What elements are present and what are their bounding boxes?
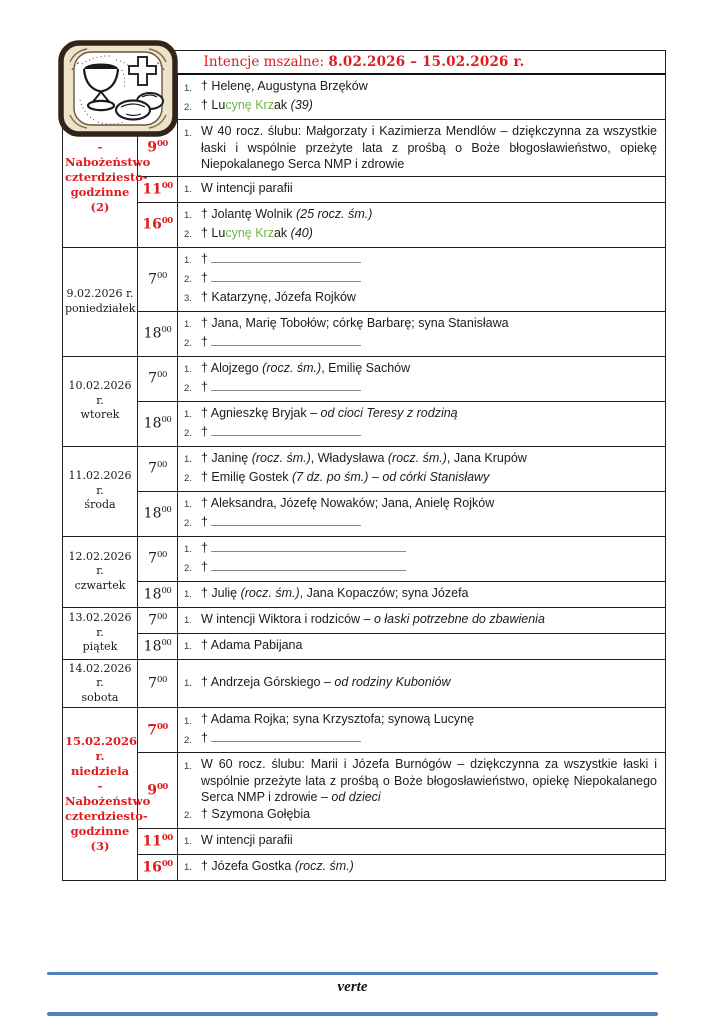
item-text [201,495,657,512]
intention-row [63,176,666,202]
blank-line [211,731,361,742]
time-cell [138,854,178,880]
text-segment: W intencji parafii [201,832,293,847]
text-segment: od dzieci [331,790,381,804]
time-hour: 9 [147,140,157,157]
time-hour: 7 [148,370,158,387]
item-text [201,559,657,576]
text-segment: † Agnieszkę Bryjak – [201,405,321,420]
intention-item [184,711,657,730]
date-cell [63,247,138,356]
intention-item [184,559,657,578]
time-minutes: 00 [161,325,172,336]
intentions-cell [178,446,666,491]
time-hour: 7 [148,550,158,567]
item-number: 1. [184,210,192,221]
time-minutes: 00 [161,858,173,869]
item-number: 1. [184,678,192,690]
item-text [201,585,657,602]
date-line: piątek [82,640,118,654]
item-text [201,514,657,531]
item-number: 1. [184,499,192,510]
time-cell [138,607,178,633]
time-cell [138,446,178,491]
intention-item [184,289,657,308]
text-segment: † [201,540,208,555]
intention-item [184,206,657,225]
time-minutes: 00 [157,270,167,281]
text-segment: (rocz. śm.) [294,858,354,873]
text-segment: (7 dz. po śm.) [292,469,369,484]
intention-row [63,854,666,880]
intention-item [184,611,657,630]
text-segment: (40) [290,225,313,240]
intentions-cell [178,120,666,177]
intention-row [63,446,666,491]
item-text [201,858,657,875]
text-segment: † [201,514,208,529]
time-cell [138,311,178,356]
intentions-cell [178,247,666,311]
item-number: 2. [184,473,192,484]
date-line: godzinne (2) [70,185,130,214]
text-segment: † Szymona Gołębia [201,806,311,821]
time-cell [138,491,178,536]
intention-row [63,708,666,753]
intentions-cell [178,659,666,708]
item-number: 1. [184,862,192,873]
item-text [201,711,657,728]
text-segment: † [201,379,208,394]
item-number: 1. [184,127,192,139]
intentions-cell [178,311,666,356]
text-segment: † Emilię Gostek [201,469,293,484]
time-minutes: 00 [157,460,167,471]
time-hour: 7 [148,271,158,288]
intention-item [184,334,657,353]
blank-line [211,252,361,263]
intention-row [63,247,666,311]
intention-item [184,469,657,488]
date-line: 9.02.2026 r. [66,287,134,300]
intention-row [63,828,666,854]
intentions-cell [178,828,666,854]
item-text [201,289,657,306]
date-line: 15.02.2026 r. [65,733,138,763]
item-number: 1. [184,82,192,94]
item-number: 1. [184,615,192,626]
intention-item [184,360,657,379]
intention-row [63,536,666,581]
date-line: godzinne (3) [70,823,130,853]
time-hour: 18 [143,638,162,655]
text-segment: cynę Krz [225,98,274,112]
item-text [201,206,657,223]
date-line: poniedziałek [65,301,136,315]
text-segment: W 40 rocz. ślubu: Małgorzaty i Kazimierza Mendlów – dziękczynna za wszystkie łaski i wspólnie przeżyte lata z prośbą o Boże błogosławieństwo, opiekę Niepokalanego Serca NMP i zdrowie [201,124,658,171]
time-minutes: 00 [161,832,173,843]
time-hour: 9 [147,782,157,799]
text-segment: ak [273,225,291,240]
text-segment: (39) [290,98,313,112]
blank-line [211,335,361,346]
intention-row [63,633,666,659]
time-hour: 7 [148,612,158,629]
time-cell [138,633,178,659]
text-segment: † [201,559,208,574]
text-segment: † Józefa Gostka [201,858,295,873]
item-text [201,450,657,467]
intention-item [184,450,657,469]
item-text [201,315,657,332]
intention-row [63,311,666,356]
item-number: 2. [184,734,192,746]
time-hour: 11 [142,181,162,198]
intention-row [63,581,666,607]
text-segment: od rodziny Kuboniów [334,674,451,689]
title-date-range: 8.02.2026 – 15.02.2026 r. [328,54,525,70]
item-number: 3. [184,293,192,304]
time-minutes: 00 [156,139,168,150]
time-minutes: 00 [161,180,173,191]
item-number: 2. [184,101,192,113]
item-text [201,611,657,628]
time-cell [138,202,178,247]
intention-row [63,202,666,247]
time-minutes: 00 [157,370,167,381]
text-segment: , Jana Krupów [446,450,527,465]
time-minutes: 00 [161,505,172,516]
text-segment: † Jana, Marię Tobołów; córkę Barbarę; syna Stanisława [201,315,509,330]
text-segment: (25 rocz. śm.) [295,206,373,221]
intention-item [184,315,657,334]
intention-item [184,495,657,514]
item-text [201,469,657,486]
time-minutes: 00 [157,611,167,622]
date-line: - [97,778,103,793]
item-number: 2. [184,810,192,821]
text-segment: † Adama Rojka; syna Krzysztofa; synową Lucynę [201,712,475,726]
intention-row [63,356,666,401]
item-text [201,379,657,396]
intention-item [184,806,657,825]
item-text [201,832,657,849]
item-text [201,225,657,242]
time-hour: 18 [143,586,162,603]
time-minutes: 00 [161,216,173,227]
footer-rule-bottom [47,1012,658,1016]
text-segment: † Janinę [201,450,252,465]
item-number: 2. [184,428,192,439]
intention-item [184,674,657,693]
item-text [201,78,657,95]
item-number: 1. [184,454,192,465]
title-prefix: Intencje mszalne: [203,54,329,70]
text-segment: † Adama Pabijana [201,637,303,652]
time-cell [138,581,178,607]
time-minutes: 00 [161,585,172,596]
time-hour: 11 [142,833,162,850]
date-cell [63,708,151,881]
text-segment: † Aleksandra, Józefę Nowaków; Jana, Anielę Rojków [201,495,495,510]
verte-label: verte [337,979,368,995]
page-footer [47,967,658,1022]
item-text [201,405,657,422]
date-line: czterdziesto- [65,808,148,823]
intention-item [184,78,657,97]
time-cell [138,356,178,401]
time-minutes: 00 [157,674,167,685]
text-segment: (rocz. śm.) [251,450,311,465]
intention-row [63,753,666,829]
text-segment: W intencji Wiktora i rodziców – [201,611,374,626]
intentions-cell [178,708,666,753]
item-number: 1. [184,544,192,555]
text-segment: cynę Krz [225,225,274,240]
time-minutes: 00 [156,781,168,792]
text-segment: † Andrzeja Górskiego – [201,674,335,689]
intention-item [184,123,657,173]
text-segment: † Helenę, Augustyna Brzęków [201,79,368,93]
item-number: 1. [184,836,192,847]
text-segment: † Julię [201,585,241,600]
item-number: 1. [184,364,192,375]
text-segment: od córki Stanisławy [382,469,490,484]
item-number: 2. [184,338,192,349]
intentions-cell [178,356,666,401]
intention-row [63,401,666,446]
intention-item [184,251,657,270]
date-cell [63,446,138,536]
mass-intentions-table [62,50,666,881]
item-number: 2. [184,229,192,240]
intention-item [184,405,657,424]
time-cell [138,536,178,581]
item-text [201,806,657,823]
date-line: Nabożeństwo [65,155,151,169]
time-minutes: 00 [156,721,168,732]
date-line: czterdziesto- [65,170,148,184]
intention-row [63,607,666,633]
date-line: 12.02.2026 r. [68,549,132,578]
intention-item [184,637,657,656]
text-segment: W 60 rocz. ślubu: Marii i Józefa Burnógów – dziękczynna za wszystkie łaski i wspólnie przeżyte lata z prośbą o Boże błogosławieństwo, opiekę Niepokalanego Serca NMP i zdrowie – [201,757,658,804]
time-minutes: 00 [161,415,172,426]
intention-item [184,270,657,289]
date-cell [63,536,138,607]
date-line: Nabożeństwo [65,793,151,808]
text-segment: † Lu [201,225,226,240]
item-number: 1. [184,760,192,772]
date-line: sobota [81,690,119,704]
date-line: czwartek [74,578,126,592]
blank-line [211,515,361,526]
intention-item [184,514,657,533]
date-line: niedziela [70,763,130,778]
intentions-cell [178,633,666,659]
text-segment: † Alojzego [201,360,263,375]
item-text [201,334,657,351]
eucharist-logo [58,40,178,137]
item-number: 2. [184,274,192,285]
text-segment: † [201,424,208,439]
text-segment: † Lu [201,98,226,112]
item-text [201,251,657,268]
intention-item [184,730,657,749]
blank-line [211,271,361,282]
item-text [201,756,657,806]
footer-rule-top [47,972,658,975]
item-number: 1. [184,715,192,727]
time-cell [138,659,178,708]
intention-item [184,97,657,116]
intention-item [184,756,657,806]
text-segment: , Jana Kopaczów; syna Józefa [299,585,469,600]
date-line: wtorek [80,408,120,422]
text-segment: (rocz. śm.) [262,360,322,375]
text-segment: , Władysława [310,450,388,465]
time-hour: 18 [143,505,162,522]
time-minutes: 00 [161,637,172,648]
intentions-cell [178,607,666,633]
intention-item [184,225,657,244]
time-cell [138,828,178,854]
intention-row [63,659,666,708]
text-segment: † [201,731,208,745]
item-number: 2. [184,383,192,394]
intentions-cell [178,536,666,581]
text-segment: W intencji parafii [201,180,293,195]
date-line: środa [84,498,116,512]
intentions-cell [178,854,666,880]
time-cell [138,247,178,311]
time-cell [138,708,178,753]
item-text [201,424,657,441]
intention-item [184,858,657,877]
time-cell [138,401,178,446]
item-text [201,540,657,557]
item-text [201,123,657,173]
item-number: 1. [184,319,192,330]
time-hour: 16 [142,216,162,233]
time-hour: 18 [143,325,162,342]
item-text [201,360,657,377]
date-line: 14.02.2026 r. [68,661,132,689]
intention-item [184,180,657,199]
time-hour: 18 [143,415,162,432]
blank-line [211,541,406,552]
item-text [201,97,657,114]
text-segment: , Emilię Sachów [321,360,411,375]
intention-item [184,832,657,851]
item-number: 2. [184,563,192,574]
intentions-cell [178,401,666,446]
date-line: 10.02.2026 r. [68,379,132,407]
intentions-cell [178,74,666,120]
blank-line [211,560,406,571]
blank-line [211,380,361,391]
intention-row [63,491,666,536]
date-line: 13.02.2026 r. [68,611,132,639]
text-segment: † [201,270,208,285]
intention-item [184,379,657,398]
time-hour: 16 [142,859,162,876]
time-minutes: 00 [157,550,167,561]
date-cell [63,356,138,446]
text-segment: o łaski potrzebne do zbawienia [373,611,545,626]
intentions-cell [178,753,666,829]
item-text [201,637,657,654]
item-text [201,270,657,287]
text-segment: (rocz. śm.) [387,450,447,465]
intentions-cell [178,581,666,607]
text-segment: (rocz. śm.) [240,585,300,600]
text-segment: † Jolantę Wolnik [201,206,296,221]
item-number: 1. [184,255,192,266]
text-segment: † [201,251,208,266]
item-number: 2. [184,518,192,529]
text-segment: od cioci Teresy z rodziną [320,405,458,420]
item-number: 1. [184,409,192,420]
time-hour: 7 [148,460,158,477]
date-line: - [97,140,103,154]
text-segment: † Katarzynę, Józefa Rojków [201,289,356,304]
intention-item [184,540,657,559]
time-hour: 7 [147,722,157,739]
item-text [201,180,657,197]
intention-item [184,585,657,604]
intentions-cell [178,491,666,536]
intention-item [184,424,657,443]
blank-line [211,425,361,436]
text-segment: † [201,334,208,349]
intentions-cell [178,176,666,202]
item-text [201,674,657,691]
item-number: 1. [184,184,192,195]
date-cell [63,659,138,708]
item-number: 1. [184,641,192,652]
item-text [201,730,657,747]
time-hour: 7 [148,675,158,692]
date-line: 11.02.2026 r. [68,469,132,497]
intentions-cell [178,202,666,247]
date-cell [63,607,138,659]
text-segment: – [368,469,383,484]
text-segment: ak [273,98,291,112]
item-number: 1. [184,589,192,600]
chalice-bread-cross-icon [58,40,178,137]
